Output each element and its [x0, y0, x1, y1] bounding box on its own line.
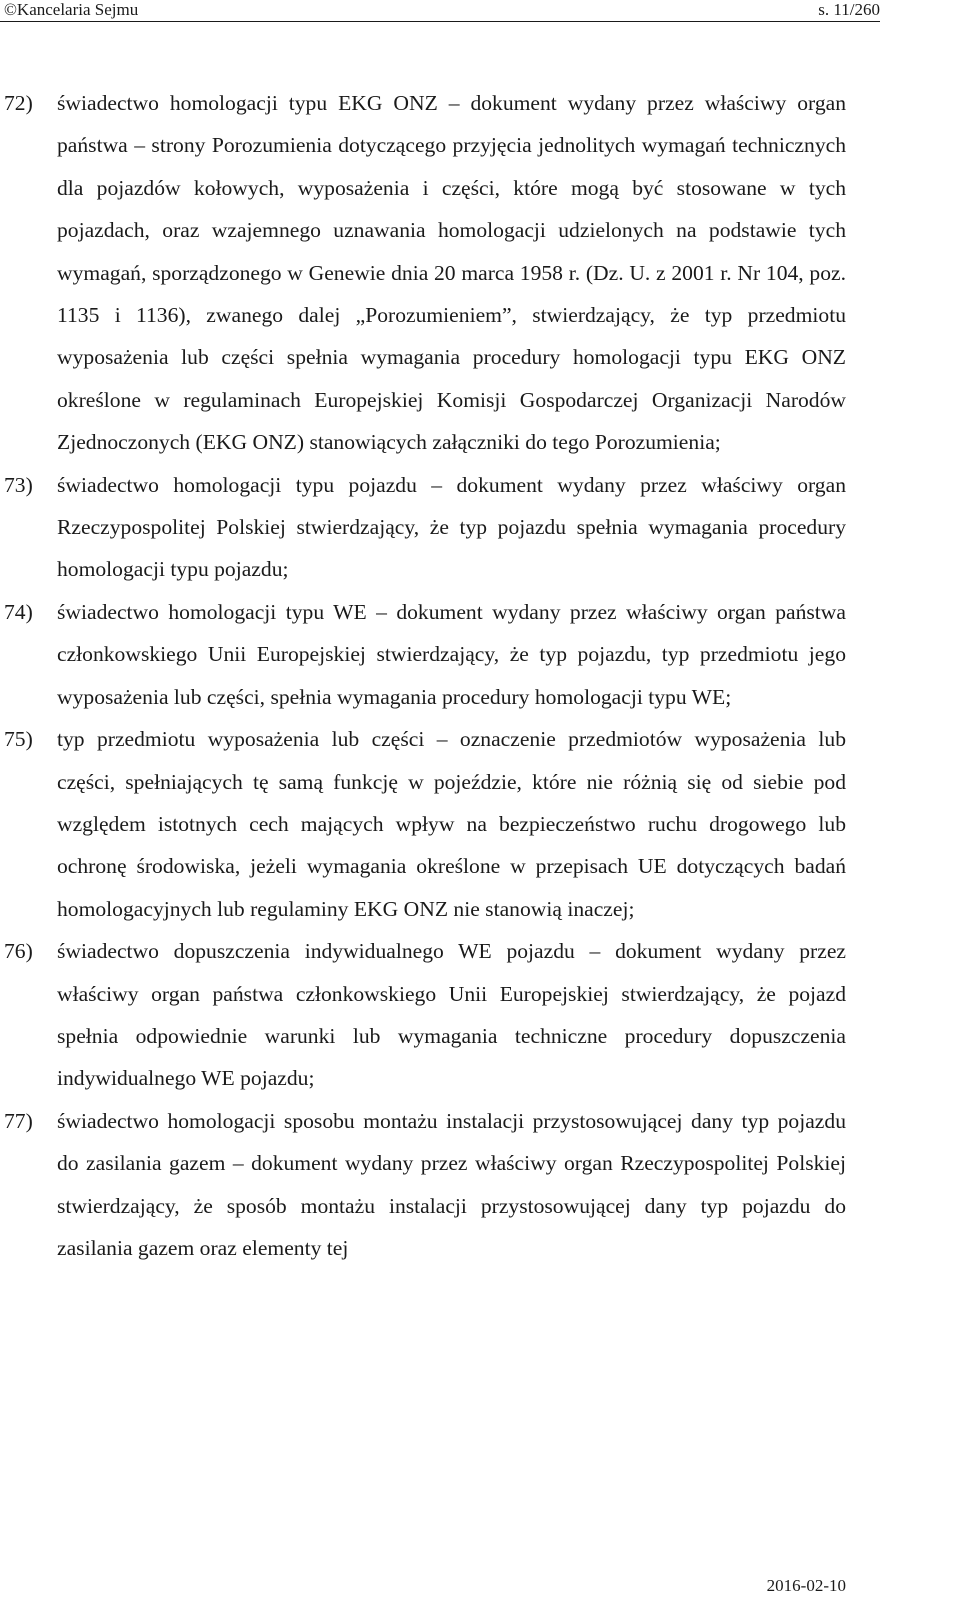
header-divider — [0, 21, 880, 22]
item-text: świadectwo homologacji typu pojazdu – dokument wydany przez właściwy organ Rzeczypospolitej Polskiej stwierdzający, że typ pojazdu spełnia wymagania procedury homologacji typu pojazdu; — [57, 472, 846, 582]
definition-item-72 — [4, 82, 846, 464]
item-number: 76) — [4, 939, 33, 964]
item-number: 73) — [4, 472, 33, 497]
page-footer-date: 2016-02-10 — [766, 1576, 846, 1595]
definition-item-75 — [4, 718, 846, 930]
item-number: 72) — [4, 91, 33, 115]
item-text: świadectwo homologacji typu WE – dokument wydany przez właściwy organ państwa członkowskiego Unii Europejskiej stwierdzający, że typ pojazdu, typ przedmiotu jego wyposażenia lub części, spełnia wymagania procedury homologacji typu WE; — [57, 599, 846, 709]
item-number: 74) — [4, 599, 33, 624]
page-number: s. 11/260 — [818, 0, 880, 19]
item-text: świadectwo dopuszczenia indywidualnego WE pojazdu – dokument wydany przez właściwy organ państwa członkowskiego Unii Europejskiej stwierdzający, że pojazd spełnia odpowiednie warunki lub wymagania techniczne procedury dopuszczenia indywidualnego WE pojazdu; — [57, 939, 846, 1091]
document-body — [4, 82, 846, 1269]
page-header — [0, 0, 880, 22]
item-number: 75) — [4, 727, 33, 752]
item-text: świadectwo homologacji typu EKG ONZ – dokument wydany przez właściwy organ państwa – strony Porozumienia dotyczącego przyjęcia jednolitych wymagań technicznych dla pojazdów kołowych, wyposażenia i części, które mogą być stosowane w tych pojazdach, oraz wzajemnego uznawania homologacji udzielonych na podstawie tych wymagań, sporządzonego w Genewie dnia 20 marca 1958 r. (Dz. U. z 2001 r. Nr 104, poz. 1135 i 1136), zwanego dalej „Porozumieniem”, stwierdzający, że typ przedmiotu wyposażenia lub części spełnia wymagania procedury homologacji typu EKG ONZ określone w regulaminach Europejskiej Komisji Gospodarczej Organizacji Narodów Zjednoczonych (EKG ONZ) stanowiących załączniki do tego Porozumienia; — [57, 91, 846, 455]
definition-item-73 — [4, 464, 846, 591]
item-text: świadectwo homologacji sposobu montażu instalacji przystosowującej dany typ pojazdu do zasilania gazem – dokument wydany przez właściwy organ Rzeczypospolitej Polskiej stwierdzający, że sposób montażu instalacji przystosowującej dany typ pojazdu do zasilania gazem oraz elementy tej — [57, 1108, 846, 1260]
definition-item-77 — [4, 1100, 846, 1270]
definition-item-74 — [4, 591, 846, 718]
copyright-label: ©Kancelaria Sejmu — [4, 0, 139, 19]
item-number: 77) — [4, 1108, 33, 1133]
item-text: typ przedmiotu wyposażenia lub części – oznaczenie przedmiotów wyposażenia lub części, spełniających tę samą funkcję w pojeździe, które nie różnią się od siebie pod względem istotnych cech mających wpływ na bezpieczeństwo ruchu drogowego lub ochronę środowiska, jeżeli wymagania określone w przepisach UE dotyczących badań homologacyjnych lub regulaminy EKG ONZ nie stanowią inaczej; — [57, 727, 846, 921]
definition-item-76 — [4, 930, 846, 1100]
